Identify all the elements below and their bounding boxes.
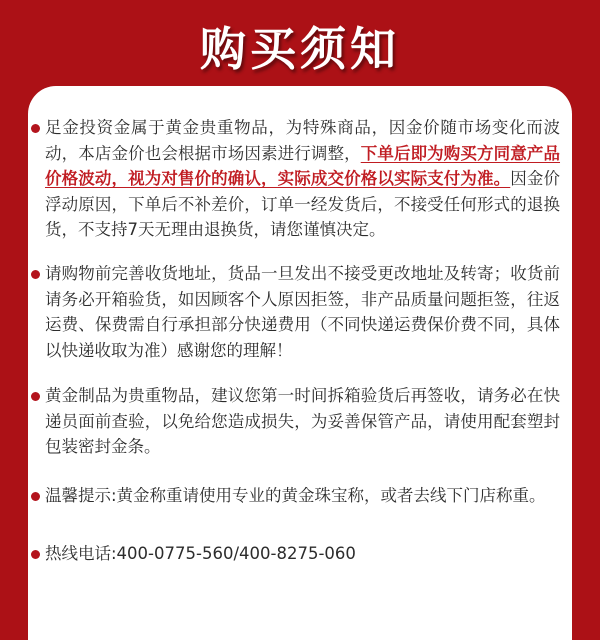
notice-text: 足金投资金属于黄金贵重物品，为特殊商品，因金价随市场变化而波动，本店金价也会根据市场因素进行调整， xyxy=(45,118,560,163)
notice-item-inspection xyxy=(45,383,560,460)
hotline-text: 热线电话:400-0775-560/400-8275-060 xyxy=(45,544,356,563)
bullet-dot-icon xyxy=(31,124,40,133)
bullet-dot-icon xyxy=(31,392,40,401)
notice-highlight: 下单后即为购买方同意产品价格波动，视为对售价的确认，实际成交价格以实际支付为准。 xyxy=(45,143,561,188)
notice-text: 请购物前完善收货地址，货品一旦发出不接受更改地址及转寄；收货前请务必开箱验货，如因顾客个人原因拒签，非产品质量问题拒签，往返运费、保费需自行承担部分快递费用（不同快递运费保价费不同，具体以快递收取为准）感谢您的理解！ xyxy=(45,264,560,360)
page-title: 购买须知 xyxy=(200,22,400,76)
notice-item-shipping xyxy=(45,261,560,363)
notice-text: 黄金制品为贵重物品，建议您第一时间拆箱验货后再签收，请务必在快递员面前查验，以免给您造成损失，为妥善保管产品，请使用配套塑封包装密封金条。 xyxy=(45,386,560,456)
notice-item-hotline xyxy=(45,541,560,567)
bullet-dot-icon xyxy=(31,492,40,501)
notice-item-weighing-tip xyxy=(45,483,560,509)
notice-text: 温馨提示:黄金称重请使用专业的黄金珠宝称，或者去线下门店称重。 xyxy=(45,486,546,505)
notice-item-price-policy xyxy=(45,115,560,243)
bullet-dot-icon xyxy=(31,550,40,559)
notice-text: 因金价浮动原因，下单后不补差价，订单一经发货后，不接受任何形式的退换货，不支持7天无理由退换货，请您谨慎决定。 xyxy=(45,169,561,239)
bullet-dot-icon xyxy=(31,270,40,279)
